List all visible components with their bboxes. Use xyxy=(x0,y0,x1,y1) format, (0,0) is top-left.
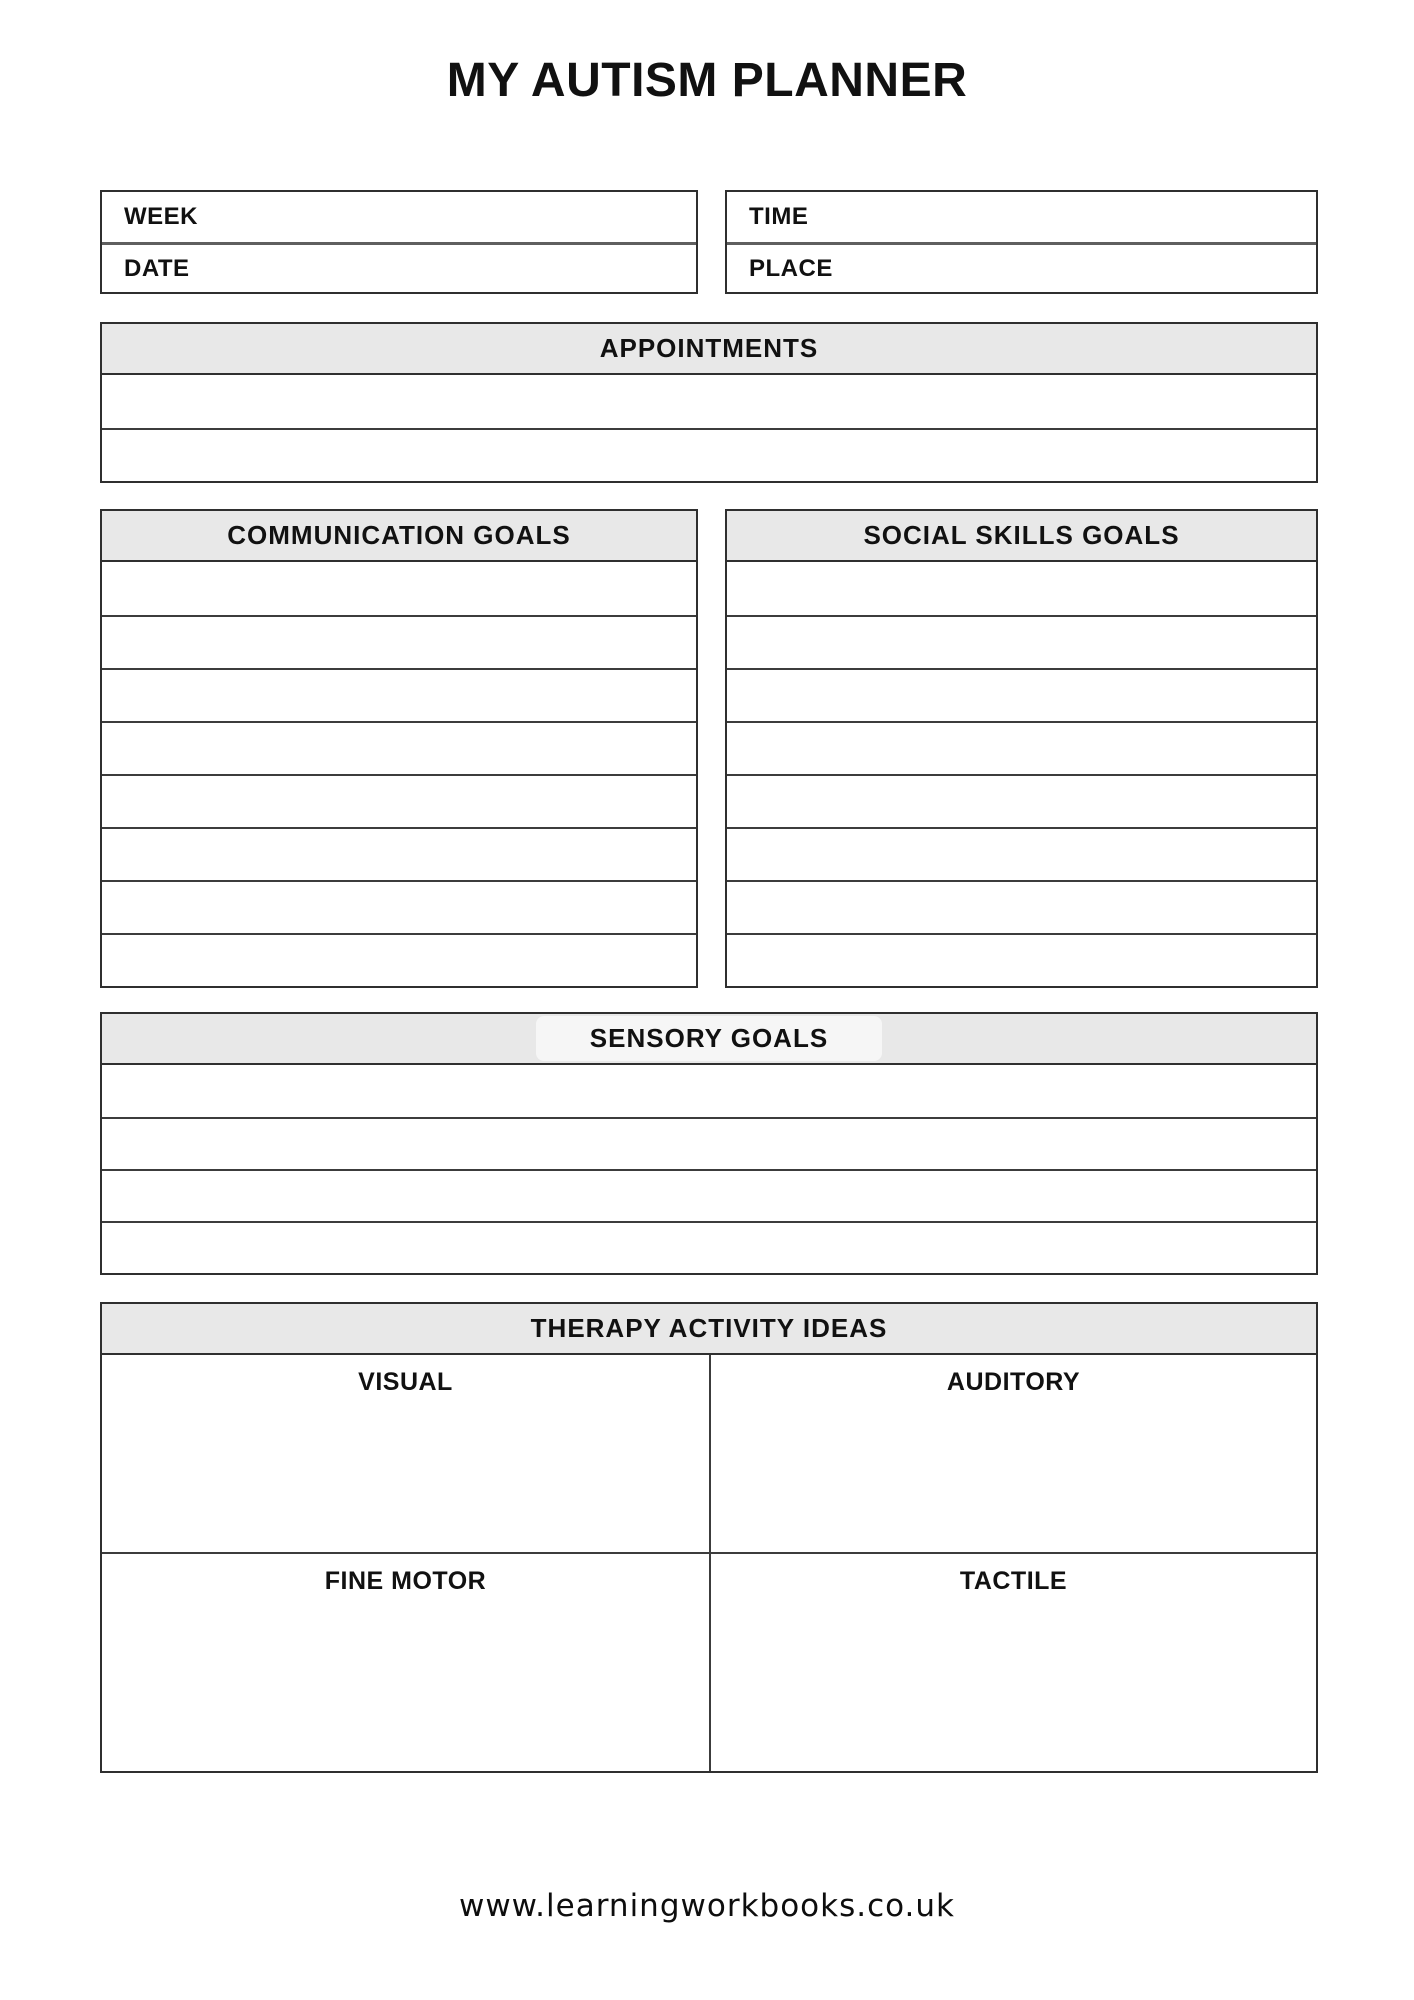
sensory-goals-header xyxy=(102,1014,1316,1065)
page-title: MY AUTISM PLANNER xyxy=(446,54,968,107)
auditory-quadrant xyxy=(709,1355,1316,1552)
blank-row xyxy=(102,615,696,668)
time-place-box xyxy=(725,190,1318,294)
sensory-goals-rows xyxy=(102,1065,1316,1273)
communication-goals-rows xyxy=(102,562,696,986)
blank-row xyxy=(102,375,1316,428)
tactile-label: TACTILE xyxy=(959,1567,1068,1595)
place-label: PLACE xyxy=(749,254,833,282)
place-field xyxy=(727,242,1316,292)
social-skills-goals-title: SOCIAL SKILLS GOALS xyxy=(863,520,1180,550)
blank-row xyxy=(727,827,1316,880)
auditory-label: AUDITORY xyxy=(946,1368,1081,1396)
blank-row xyxy=(102,668,696,721)
week-label: WEEK xyxy=(124,203,198,230)
blank-row xyxy=(102,774,696,827)
blank-row xyxy=(102,1117,1316,1169)
blank-row xyxy=(102,933,696,986)
date-field xyxy=(102,242,696,292)
sensory-goals-title: SENSORY GOALS xyxy=(536,1016,882,1061)
therapy-quadrants xyxy=(102,1355,1316,1771)
therapy-ideas-section xyxy=(100,1302,1318,1773)
tactile-quadrant xyxy=(709,1552,1316,1771)
time-label: TIME xyxy=(749,203,809,230)
blank-row xyxy=(102,1169,1316,1221)
sensory-goals-section xyxy=(100,1012,1318,1275)
blank-row xyxy=(102,721,696,774)
fine-motor-quadrant xyxy=(102,1552,709,1771)
visual-quadrant xyxy=(102,1355,709,1552)
blank-row xyxy=(102,880,696,933)
blank-row xyxy=(727,880,1316,933)
therapy-ideas-header xyxy=(102,1304,1316,1355)
communication-goals-title: COMMUNICATION GOALS xyxy=(227,520,571,550)
appointments-header xyxy=(102,324,1316,375)
blank-row xyxy=(727,615,1316,668)
date-label: DATE xyxy=(124,254,190,282)
communication-goals-section xyxy=(100,509,698,988)
footer-url: www.learningworkbooks.co.uk xyxy=(458,1888,956,1924)
week-field xyxy=(102,192,696,242)
appointments-rows xyxy=(102,375,1316,481)
page-content xyxy=(100,190,1318,1773)
info-fields xyxy=(100,190,1318,294)
communication-goals-header xyxy=(102,511,696,562)
therapy-ideas-title: THERAPY ACTIVITY IDEAS xyxy=(530,1313,888,1343)
blank-row xyxy=(727,774,1316,827)
blank-row xyxy=(102,428,1316,481)
blank-row xyxy=(102,1065,1316,1117)
time-field xyxy=(727,192,1316,242)
social-skills-goals-section xyxy=(725,509,1318,988)
appointments-title: APPOINTMENTS xyxy=(599,333,819,363)
goals-columns xyxy=(100,509,1318,988)
blank-row xyxy=(727,668,1316,721)
social-skills-goals-header xyxy=(727,511,1316,562)
social-skills-goals-rows xyxy=(727,562,1316,986)
blank-row xyxy=(727,721,1316,774)
blank-row xyxy=(727,562,1316,615)
blank-row xyxy=(102,1221,1316,1273)
blank-row xyxy=(102,562,696,615)
fine-motor-label: FINE MOTOR xyxy=(324,1567,487,1595)
appointments-section xyxy=(100,322,1318,483)
week-date-box xyxy=(100,190,698,294)
blank-row xyxy=(727,933,1316,986)
blank-row xyxy=(102,827,696,880)
visual-label: VISUAL xyxy=(358,1368,453,1396)
